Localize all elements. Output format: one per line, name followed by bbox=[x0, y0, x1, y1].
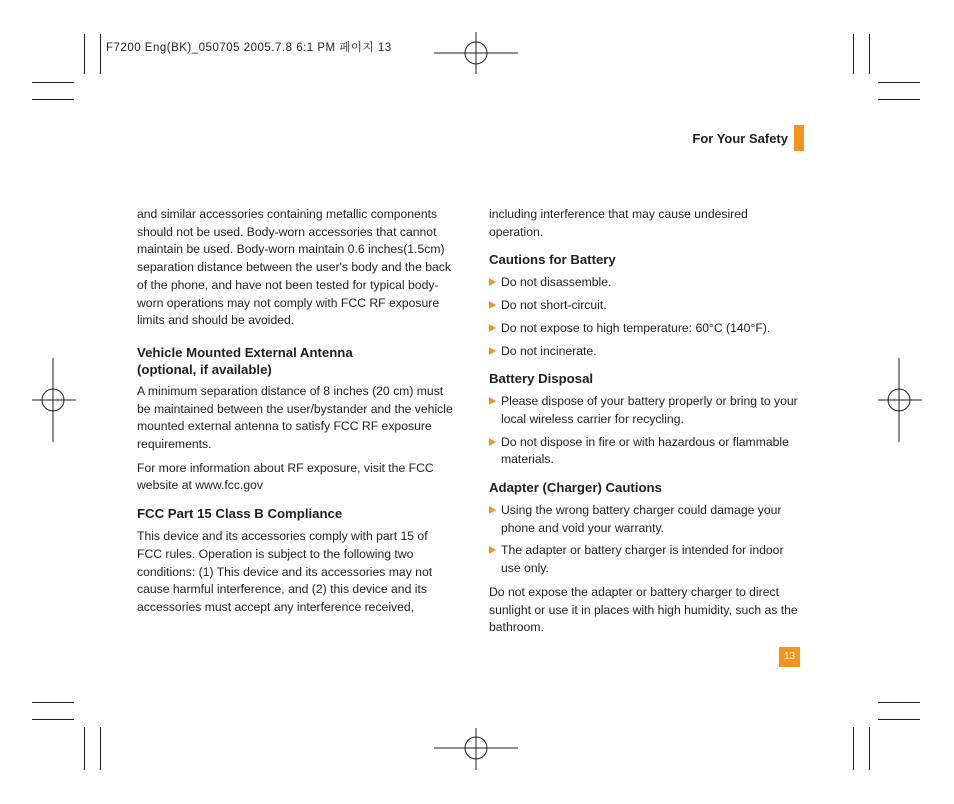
crop-mark bbox=[869, 34, 870, 74]
bullet-arrow-icon bbox=[489, 324, 496, 332]
list-item bbox=[489, 297, 805, 315]
fcc15-heading: FCC Part 15 Class B Compliance bbox=[137, 506, 343, 522]
crop-mark bbox=[100, 34, 101, 74]
crop-mark bbox=[84, 727, 85, 770]
crop-mark bbox=[100, 727, 101, 770]
crop-mark bbox=[32, 82, 74, 83]
list-item bbox=[489, 343, 805, 361]
adapter-list bbox=[489, 502, 805, 578]
registration-mark-icon bbox=[30, 356, 78, 446]
list-item bbox=[489, 502, 805, 537]
fcc15-paragraph: This device and its accessories comply with part 15 of FCC rules. Operation is subject to the following two conditions: (1) This device and its accessories may not cause harmful interference, and (2) this device and its accessories must accept any interference received, bbox=[137, 529, 433, 614]
list-item bbox=[489, 434, 805, 469]
crop-mark bbox=[32, 99, 74, 100]
adapter-paragraph: Do not expose the adapter or battery charger to direct sunlight or use it in places with high humidity, such as the bathroom. bbox=[489, 584, 798, 635]
crop-mark bbox=[32, 719, 74, 720]
bullet-arrow-icon bbox=[489, 506, 496, 514]
list-item-text: Do not dispose in fire or with hazardous or flammable materials. bbox=[501, 434, 789, 467]
crop-mark bbox=[32, 702, 74, 703]
registration-mark-icon bbox=[432, 726, 522, 774]
crop-mark bbox=[878, 702, 920, 703]
print-slug-text: F7200 Eng(BK)_050705 2005.7.8 6:1 PM 페이지 13 bbox=[106, 42, 392, 54]
list-item-text: Do not expose to high temperature: 60°C (140°F). bbox=[501, 320, 771, 335]
battery-heading: Cautions for Battery bbox=[489, 252, 616, 268]
list-item-text: The adapter or battery charger is intended for indoor use only. bbox=[501, 543, 784, 576]
bullet-arrow-icon bbox=[489, 347, 496, 355]
page-number: 13 bbox=[779, 647, 800, 667]
continuation-paragraph: including interference that may cause undesired operation. bbox=[489, 207, 748, 239]
antenna-heading bbox=[137, 344, 453, 378]
bullet-arrow-icon bbox=[489, 397, 496, 405]
list-item-text: Do not short-circuit. bbox=[501, 298, 607, 313]
antenna-heading-line1: Vehicle Mounted External Antenna bbox=[137, 344, 353, 360]
list-item-text: Using the wrong battery charger could damage your phone and void your warranty. bbox=[501, 503, 782, 535]
bullet-arrow-icon bbox=[489, 301, 496, 309]
disposal-heading: Battery Disposal bbox=[489, 371, 594, 387]
disposal-list bbox=[489, 393, 805, 469]
registration-mark-icon bbox=[432, 30, 522, 78]
list-item bbox=[489, 393, 805, 428]
crop-mark bbox=[84, 34, 85, 74]
crop-mark bbox=[869, 727, 870, 770]
list-item bbox=[489, 274, 805, 292]
crop-mark bbox=[853, 34, 854, 74]
crop-mark bbox=[878, 82, 920, 83]
bullet-arrow-icon bbox=[489, 278, 496, 286]
list-item-text: Please dispose of your battery properly or bring to your local wireless carrier for recycling. bbox=[501, 394, 798, 426]
list-item bbox=[489, 542, 805, 577]
bullet-arrow-icon bbox=[489, 546, 496, 554]
list-item-text: Do not disassemble. bbox=[501, 275, 612, 290]
fcc-info-paragraph: For more information about RF exposure, visit the FCC website at www.fcc.gov bbox=[137, 460, 434, 493]
adapter-heading: Adapter (Charger) Cautions bbox=[489, 480, 662, 496]
list-item bbox=[489, 320, 805, 338]
section-tab bbox=[794, 125, 804, 151]
right-column bbox=[489, 206, 805, 643]
intro-paragraph: and similar accessories containing metallic components should not be used. Body-worn accessories that cannot maintain be used. Body-worn maintain 0.6 inches(1.5cm) separation distance between the user's body and the back of the phone, and have not been tested for typical body-worn operations may not comply with FCC RF exposure limits and should be avoided. bbox=[137, 207, 451, 328]
antenna-paragraph: A minimum separation distance of 8 inches (20 cm) must be maintained between the user/bystander and the vehicle mounted external antenna to satisfy FCC RF exposure requirements. bbox=[137, 383, 453, 452]
crop-mark bbox=[878, 99, 920, 100]
antenna-heading-line2: (optional, if available) bbox=[137, 361, 272, 377]
crop-mark bbox=[878, 719, 920, 720]
bullet-arrow-icon bbox=[489, 438, 496, 446]
section-title: For Your Safety bbox=[692, 131, 788, 146]
battery-list bbox=[489, 274, 805, 360]
registration-mark-icon bbox=[876, 356, 924, 446]
left-column bbox=[137, 206, 453, 623]
list-item-text: Do not incinerate. bbox=[501, 343, 597, 358]
crop-mark bbox=[853, 727, 854, 770]
